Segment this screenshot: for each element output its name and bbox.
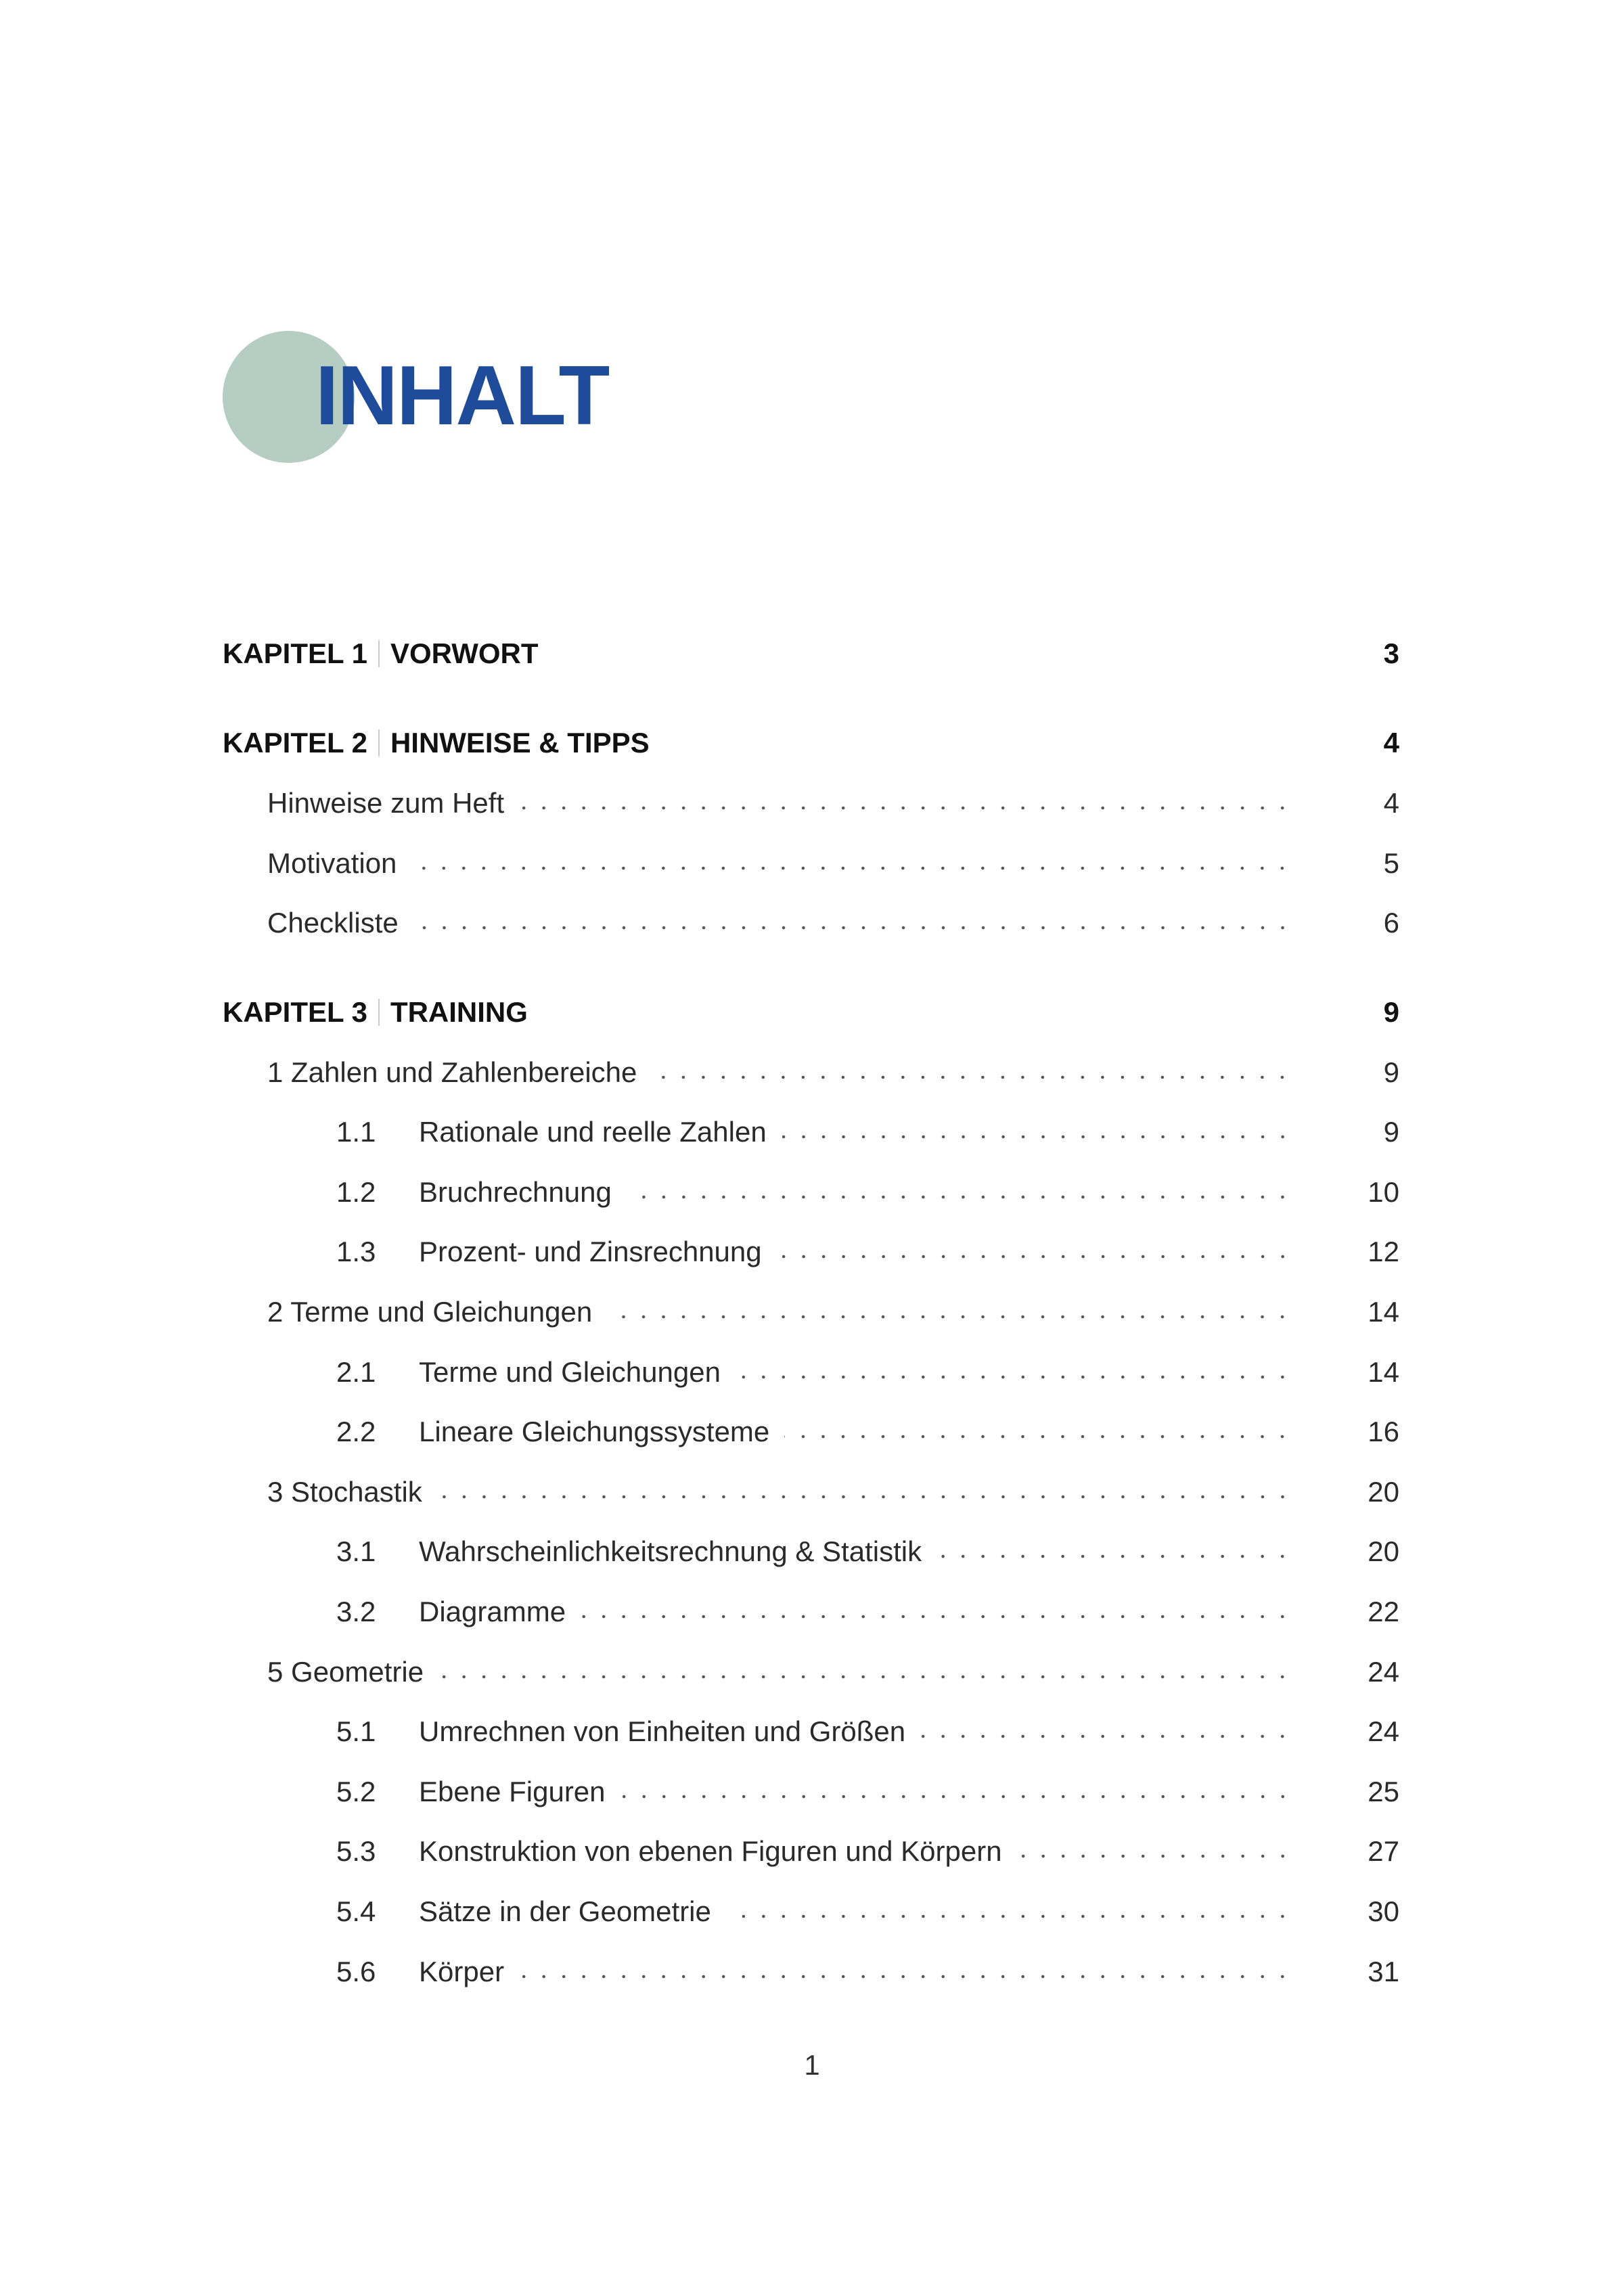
toc-entry[interactable] — [223, 1772, 1399, 1812]
toc-entry[interactable] — [223, 1352, 1399, 1393]
entry-label-group — [223, 1895, 711, 1928]
section-number: 5.1 — [336, 1715, 376, 1748]
toc-entry[interactable] — [223, 1052, 1399, 1093]
page-ref: 25 — [1368, 1775, 1399, 1807]
toc-entry[interactable] — [223, 1952, 1399, 1992]
entry-label-group — [223, 1416, 769, 1448]
page-ref: 31 — [1368, 1955, 1399, 1987]
page-title: INHALT — [315, 349, 609, 443]
toc-entry[interactable] — [223, 1652, 1399, 1692]
section-title: Diagramme — [419, 1596, 566, 1627]
entry-label-group — [223, 1356, 721, 1389]
section-title: 2 Terme und Gleichungen — [267, 1296, 593, 1328]
section-number: 1.2 — [336, 1175, 376, 1208]
dot-leader — [438, 1675, 1292, 1679]
chapter-number: KAPITEL 3 — [223, 996, 367, 1028]
entry-label-group — [223, 1056, 637, 1089]
chapter-title: HINWEISE & TIPPS — [390, 727, 650, 759]
section-title: Rationale und reelle Zahlen — [419, 1116, 767, 1148]
section-title: Wahrscheinlichkeitsrechnung & Statistik — [419, 1535, 922, 1568]
entry-label-group — [223, 1176, 612, 1209]
entry-label-group — [223, 1835, 1002, 1868]
entry-label-group — [223, 727, 650, 759]
toc-entry[interactable] — [223, 1292, 1399, 1332]
page-number: 1 — [804, 2049, 820, 2081]
entry-label-group — [223, 1656, 424, 1688]
entry-label-group — [223, 1476, 422, 1508]
page-ref: 22 — [1368, 1596, 1399, 1627]
dot-leader — [726, 1914, 1292, 1918]
section-number: 2.2 — [336, 1416, 376, 1448]
toc-chapter[interactable] — [223, 992, 1399, 1033]
toc-entry[interactable] — [223, 1891, 1399, 1932]
toc-chapter[interactable] — [223, 723, 1399, 763]
dot-leader — [784, 1435, 1292, 1439]
chapter-title: VORWORT — [390, 637, 539, 669]
section-title: Ebene Figuren — [419, 1775, 606, 1807]
page-ref: 4 — [1383, 727, 1399, 759]
entry-label-group — [223, 907, 399, 939]
toc-entry[interactable] — [223, 1172, 1399, 1213]
section-number: 5.3 — [336, 1835, 376, 1868]
section-title: Körper — [419, 1955, 505, 1987]
entry-label-group — [223, 847, 397, 880]
dot-leader — [519, 806, 1292, 810]
dot-leader — [782, 1135, 1292, 1139]
entry-label-group — [223, 1535, 922, 1568]
section-number: 5.2 — [336, 1775, 376, 1807]
dot-leader — [652, 1075, 1292, 1079]
dot-leader — [411, 866, 1292, 870]
section-number: 3.2 — [336, 1596, 376, 1627]
divider — [378, 729, 380, 757]
section-title: 3 Stochastik — [267, 1475, 422, 1508]
page-ref: 16 — [1368, 1416, 1399, 1448]
section-title: 1 Zahlen und Zahlenbereiche — [267, 1056, 637, 1088]
dot-leader — [627, 1195, 1292, 1199]
toc-entry[interactable] — [223, 1592, 1399, 1632]
divider — [378, 999, 380, 1026]
chapter-number: KAPITEL 1 — [223, 637, 367, 669]
page-ref: 4 — [1383, 787, 1399, 819]
entry-label-group — [223, 1715, 905, 1748]
dot-leader — [937, 1554, 1292, 1558]
section-title: Motivation — [267, 847, 397, 879]
page-ref: 20 — [1368, 1535, 1399, 1568]
section-title: Sätze in der Geometrie — [419, 1895, 711, 1927]
dot-leader — [1017, 1854, 1292, 1858]
section-title: Hinweise zum Heft — [267, 787, 505, 819]
dot-leader — [736, 1375, 1292, 1379]
section-number: 2.1 — [336, 1355, 376, 1388]
toc-entry[interactable] — [223, 843, 1399, 884]
page-ref: 9 — [1383, 996, 1399, 1028]
page-ref: 14 — [1368, 1296, 1399, 1328]
page-ref: 3 — [1383, 637, 1399, 669]
page-ref: 20 — [1368, 1475, 1399, 1508]
section-number: 5.6 — [336, 1955, 376, 1987]
toc-entry[interactable] — [223, 1412, 1399, 1452]
section-number: 1.3 — [336, 1236, 376, 1268]
dot-leader — [621, 1795, 1292, 1799]
entry-label-group — [223, 996, 528, 1029]
toc-chapter[interactable] — [223, 633, 1399, 674]
dot-leader — [777, 1255, 1292, 1259]
entry-label-group — [223, 1296, 592, 1328]
toc-entry[interactable] — [223, 1232, 1399, 1272]
section-number: 5.4 — [336, 1895, 376, 1927]
entry-label-group — [223, 1956, 504, 1988]
page-ref: 24 — [1368, 1655, 1399, 1688]
section-title: Lineare Gleichungssysteme — [419, 1416, 770, 1448]
page-ref: 12 — [1368, 1236, 1399, 1268]
page-ref: 27 — [1368, 1835, 1399, 1868]
dot-leader — [519, 1975, 1292, 1979]
toc-entry[interactable] — [223, 783, 1399, 824]
page-ref: 30 — [1368, 1895, 1399, 1927]
entry-label-group — [223, 1236, 762, 1268]
section-title: Bruchrechnung — [419, 1175, 612, 1208]
page-ref: 10 — [1368, 1175, 1399, 1208]
toc-entry[interactable] — [223, 1112, 1399, 1152]
section-title: Umrechnen von Einheiten und Größen — [419, 1715, 906, 1748]
section-title: Checkliste — [267, 907, 399, 939]
toc-entry[interactable] — [223, 1711, 1399, 1752]
page-ref: 9 — [1383, 1056, 1399, 1088]
entry-label-group — [223, 1596, 566, 1628]
page-ref: 6 — [1383, 907, 1399, 939]
page-ref: 5 — [1383, 847, 1399, 879]
section-title: 5 Geometrie — [267, 1655, 424, 1688]
dot-leader — [413, 926, 1292, 930]
entry-label-group — [223, 787, 504, 819]
entry-label-group — [223, 1776, 606, 1808]
entry-label-group — [223, 637, 539, 670]
page-ref: 9 — [1383, 1116, 1399, 1148]
section-number: 3.1 — [336, 1535, 376, 1568]
chapter-number: KAPITEL 2 — [223, 727, 367, 759]
section-title: Prozent- und Zinsrechnung — [419, 1236, 762, 1268]
divider — [378, 640, 380, 667]
toc-entry[interactable] — [223, 1531, 1399, 1572]
dot-leader — [920, 1734, 1292, 1738]
chapter-title: TRAINING — [390, 996, 528, 1028]
dot-leader — [581, 1615, 1292, 1619]
section-number: 1.1 — [336, 1116, 376, 1148]
section-title: Terme und Gleichungen — [419, 1355, 721, 1388]
page-ref: 24 — [1368, 1715, 1399, 1748]
dot-leader — [437, 1495, 1292, 1499]
toc-entry[interactable] — [223, 1831, 1399, 1872]
dot-leader — [607, 1315, 1292, 1319]
toc-entry[interactable] — [223, 903, 1399, 943]
section-title: Konstruktion von ebenen Figuren und Körpern — [419, 1835, 1002, 1868]
page-ref: 14 — [1368, 1355, 1399, 1388]
entry-label-group — [223, 1116, 767, 1148]
toc-entry[interactable] — [223, 1472, 1399, 1512]
